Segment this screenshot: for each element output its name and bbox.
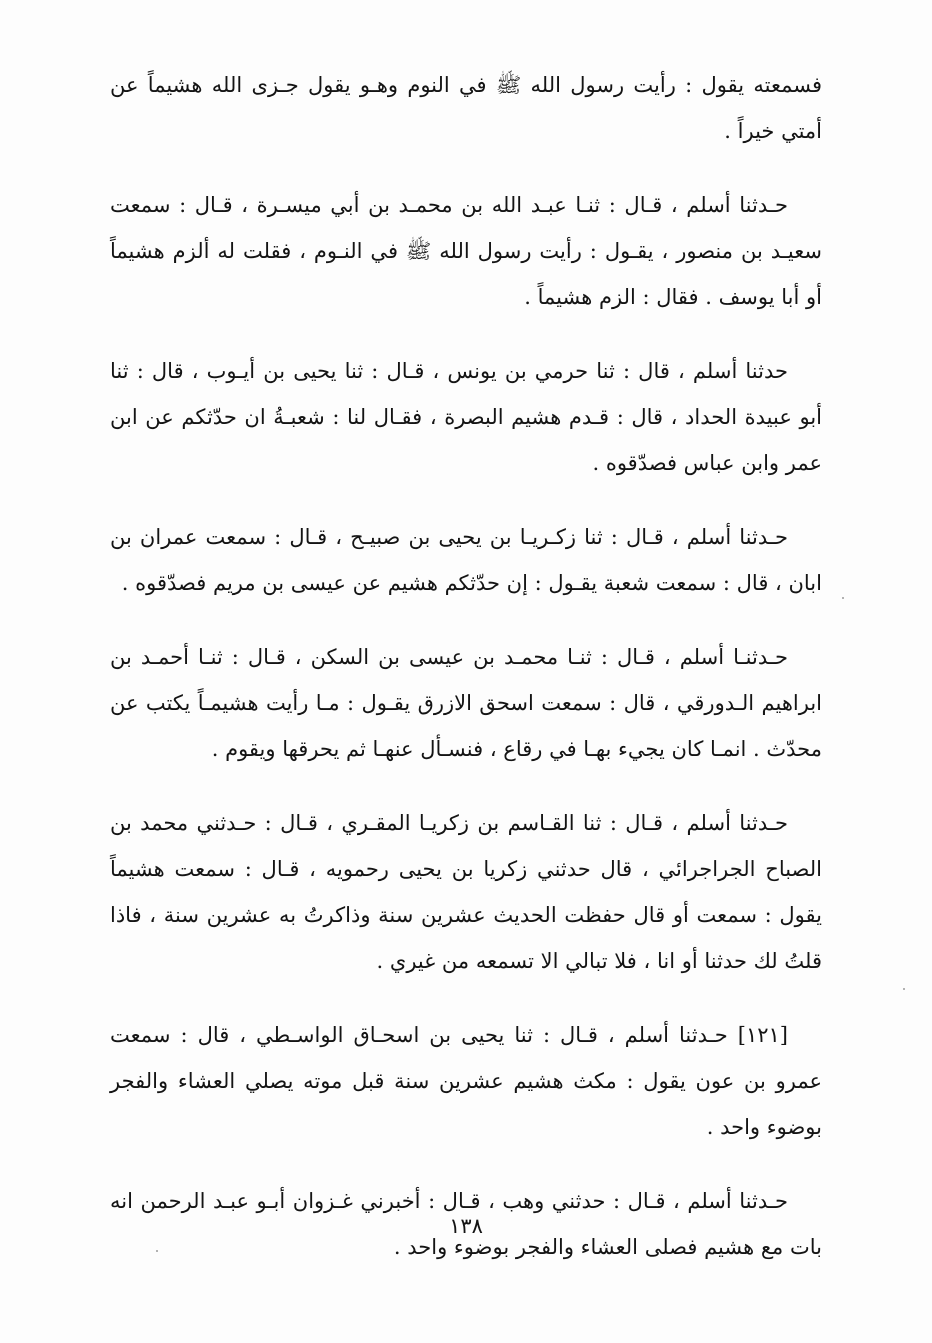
scan-speck bbox=[903, 988, 905, 990]
main-text bbox=[110, 62, 822, 1298]
paragraph-7: [١٢١] حـدثنا أسلم ، قـال : ثنا يحيى بن اسحـاق الواسـطي ، قال : سمعت عمرو بن عون يقول : مكث هشيم عشرين سنة قبل موته يصلي العشاء والفجر بوضوء واحد . bbox=[110, 1023, 822, 1139]
paragraph-1: فسمعته يقول : رأيت رسول الله ﷺ في النوم وهـو يقول جـزى الله هشيماً عن أمتي خيراً . bbox=[110, 73, 822, 143]
paragraph-3: حدثنا أسلم ، قال : ثنا حرمي بن يونس ، قـال : ثنا يحيى بن أيـوب ، قال : ثنا أبو عبيدة الحداد ، قال : قـدم هشيم البصرة ، فقـال لنا : شعبـةُ ان حدّثكم عن ابن عمر وابن عباس فصدّقوه . bbox=[110, 359, 822, 475]
scan-speck bbox=[842, 597, 844, 599]
paragraph-8: حـدثنا أسلم ، قـال : حدثني وهب ، قـال : أخبرني غـزوان أبـو عبـد الرحمن انه بات مع هشيم فصلى العشاء والفجر بوضوء واحد . bbox=[110, 1189, 822, 1259]
paragraph-6: حـدثنا أسلم ، قـال : ثنا القـاسم بن زكريـا المقـري ، قـال : حـدثني محمد بن الصباح الجراجرائي ، قال حدثني زكريا بن يحيى رحمويه ، قـال : سمعت هشيماً يقول : سمعت أو قال حفظت الحديث عشرين سنة وذاكرتُ به عشرين سنة ، فاذا قلتُ لك حدثنا أو انا ، فلا تبالي الا تسمعه من غيري . bbox=[110, 811, 822, 973]
paragraph-2: حـدثنا أسلم ، قـال : ثنـا عبـد الله بن محمـد بن أبي ميسـرة ، قـال : سمعت سعيـد بن منصور ، يقـول : رأيت رسول الله ﷺ في النـوم ، فقلت له ألزم هشيماً أو أبا يوسف . فقال : الزم هشيماً . bbox=[110, 193, 822, 309]
paragraph-4: حـدثنا أسلم ، قـال : ثنا زكـريـا بن يحيى بن صبيـح ، قـال : سمعت عمران بن ابان ، قال : سمعت شعبة يقـول : إن حدّثكم هشيم عن عيسى بن مريم فصدّقوه . bbox=[110, 525, 822, 595]
scan-speck bbox=[156, 1250, 158, 1252]
paragraph-5: حـدثنـا أسلم ، قـال : ثنـا محمـد بن عيسى بن السكن ، قـال : ثنـا أحمـد بن ابراهيم الـدورقي ، قال : سمعت اسحق الازرق يقـول : مـا رأيت هشيمـاً يكتب عن محدّث . انمـا كان يجيء بهـا في رقاع ، فنسـأل عنهـا ثم يحرقها ويقوم . bbox=[110, 645, 822, 761]
page-number: ١٣٨ bbox=[449, 1214, 483, 1238]
